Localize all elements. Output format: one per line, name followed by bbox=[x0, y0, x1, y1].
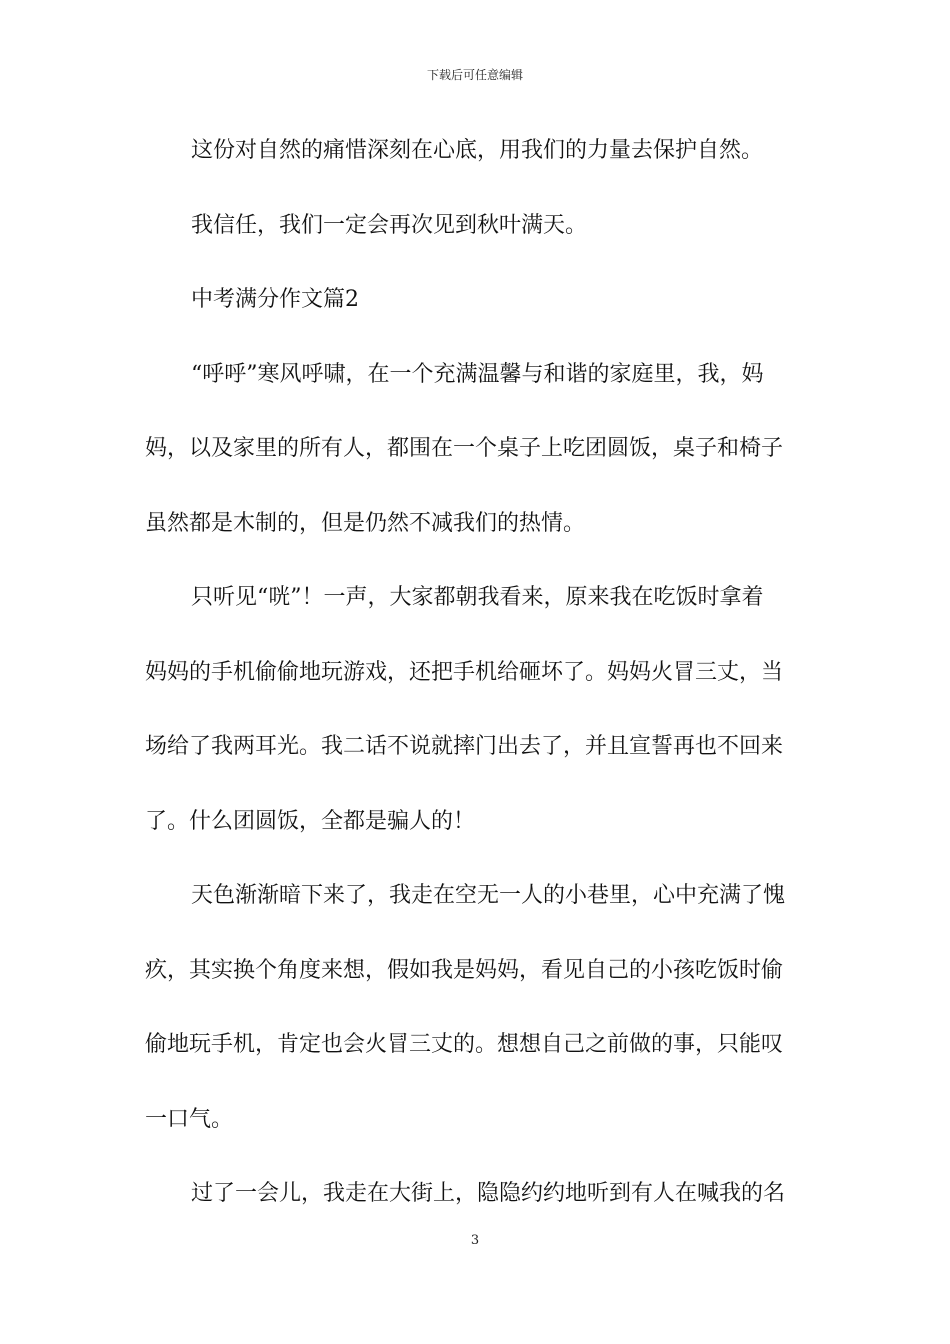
text-line: 了。什么团圆饭，全都是骗人的！ bbox=[145, 808, 476, 834]
text-line: 偷地玩手机，肯定也会火冒三丈的。想想自己之前做的事，只能叹 bbox=[145, 1032, 784, 1057]
text-line: 中考满分作文篇2 bbox=[191, 287, 359, 312]
text-line: “呼呼”寒风呼啸，在一个充满温馨与和谐的家庭里，我，妈 bbox=[191, 361, 764, 387]
text-line: 疚，其实换个角度来想，假如我是妈妈，看见自己的小孩吃饭时偷 bbox=[145, 957, 784, 983]
text-line: 妈妈的手机偷偷地玩游戏，还把手机给砸坏了。妈妈火冒三丈，当 bbox=[145, 659, 784, 685]
text-line: 过了一会儿，我走在大街上，隐隐约约地听到有人在喊我的名 bbox=[191, 1181, 786, 1206]
text-line: 妈，以及家里的所有人，都围在一个桌子上吃团圆饭，桌子和椅子 bbox=[145, 436, 784, 461]
document-body bbox=[145, 114, 807, 1232]
text-line: 场给了我两耳光。我二话不说就摔门出去了，并且宣誓再也不回来 bbox=[145, 734, 784, 759]
text-line: 我信任，我们一定会再次见到秋叶满天。 bbox=[191, 212, 588, 238]
text-line: 虽然都是木制的，但是仍然不减我们的热情。 bbox=[145, 510, 586, 536]
page-header-note: 下载后可任意编辑 bbox=[426, 68, 523, 82]
text-line: 只听见“咣”！一声，大家都朝我看来，原来我在吃饭时拿着 bbox=[191, 585, 764, 610]
text-line: 这份对自然的痛惜深刻在心底，用我们的力量去保护自然。 bbox=[191, 138, 764, 163]
page-number: 3 bbox=[470, 1233, 480, 1248]
text-line: 一口气。 bbox=[145, 1106, 234, 1132]
text-line: 天色渐渐暗下来了，我走在空无一人的小巷里，心中充满了愧 bbox=[191, 883, 786, 908]
